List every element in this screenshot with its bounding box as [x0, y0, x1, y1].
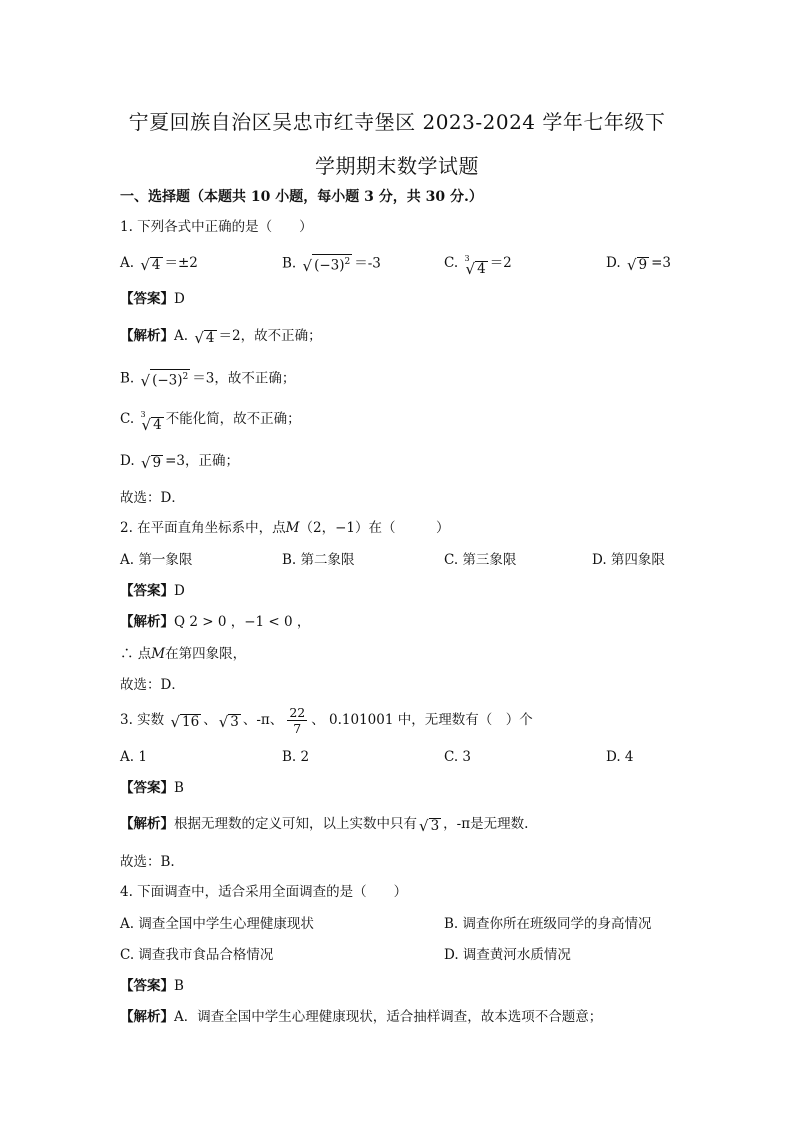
q1-explanation-c: C. 3 √ 4 不能化简，故不正确； [120, 410, 301, 434]
q1-explanation-a: 【解析】A. √ 4 ＝2，故不正确； [120, 328, 322, 347]
q3-answer: 【答案】B [120, 780, 184, 796]
q2-choose: 故选：D． [120, 677, 185, 693]
q1-stem: 1. 下列各式中正确的是（ ） [120, 219, 313, 235]
q3-choose: 故选：B. [120, 854, 175, 870]
radical: √ 4 [140, 256, 161, 274]
radical: √ $(-3)^2$ [303, 254, 353, 274]
radical: √ 9 [626, 256, 648, 274]
q2-option-b: B. 第二象限 [282, 552, 355, 568]
q1-explanation-b: B. √ $(-3)^2$ ＝3，故不正确； [120, 370, 296, 390]
q2-explanation-2: ∴ 点M在第四象限， [120, 646, 247, 662]
q1-explanation-d: D. √ 9 =3，正确； [120, 453, 239, 472]
q1-answer: 【答案】D [120, 291, 185, 307]
title-line-1: 宁夏回族自治区吴忠市红寺堡区 2023-2024 学年七年级下 [128, 110, 666, 134]
section-heading: 一、选择题（本题共 10 小题，每小题 3 分，共 30 分.） [120, 189, 483, 205]
fraction: $\frac{22}{7}$ [289, 705, 306, 736]
q3-option-b: B. 2 [282, 749, 310, 765]
q2-explanation-1: 【解析】Q 2 > 0 ，−1 < 0 ， [120, 614, 311, 630]
q2-stem: 2. 在平面直角坐标系中，点M（2，−1）在（ ） [120, 520, 450, 536]
q3-explanation: 【解析】根据无理数的定义可知，以上实数中只有 √ 3 ，-π是无理数. [120, 816, 529, 835]
q1-option-b: B. √ $(-3)^2$ ＝-3 [282, 255, 381, 275]
q2-option-d: D. 第四象限 [592, 552, 665, 568]
q4-option-d: D. 调查黄河水质情况 [444, 947, 571, 963]
q1-option-d: D. √ 9 =3 [606, 255, 671, 274]
q3-option-c: C. 3 [444, 749, 472, 765]
q1-option-c: C. 3 √ 4 ＝2 [444, 254, 512, 278]
q4-option-b: B. 调查你所在班级同学的身高情况 [444, 916, 652, 932]
q3-option-a: A. 1 [120, 749, 147, 765]
q4-option-a: A. 调查全国中学生心理健康现状 [120, 916, 314, 932]
q2-option-a: A. 第一象限 [120, 552, 193, 568]
q1-option-a: A. √ 4 ＝±2 [120, 255, 198, 274]
q1-choose: 故选：D． [120, 490, 185, 506]
q4-explanation: 【解析】A．调查全国中学生心理健康现状，适合抽样调查，故本选项不合题意； [120, 1009, 603, 1025]
q4-answer: 【答案】B [120, 978, 184, 994]
q2-answer: 【答案】D [120, 583, 185, 599]
radical: 3 √ 4 [464, 254, 486, 278]
title-line-2: 学期期末数学试题 [315, 154, 479, 178]
q4-stem: 4. 下面调查中，适合采用全面调查的是（ ） [120, 884, 408, 900]
q3-option-d: D. 4 [606, 749, 634, 765]
q4-option-c: C. 调查我市食品合格情况 [120, 947, 274, 963]
q3-stem: 3. 实数 √ 16 、 √ 3 、-π、 $\frac{22}{7}$ 、 0.101001 中，无理数有（ ）个 [120, 705, 533, 736]
q2-option-c: C. 第三象限 [444, 552, 517, 568]
